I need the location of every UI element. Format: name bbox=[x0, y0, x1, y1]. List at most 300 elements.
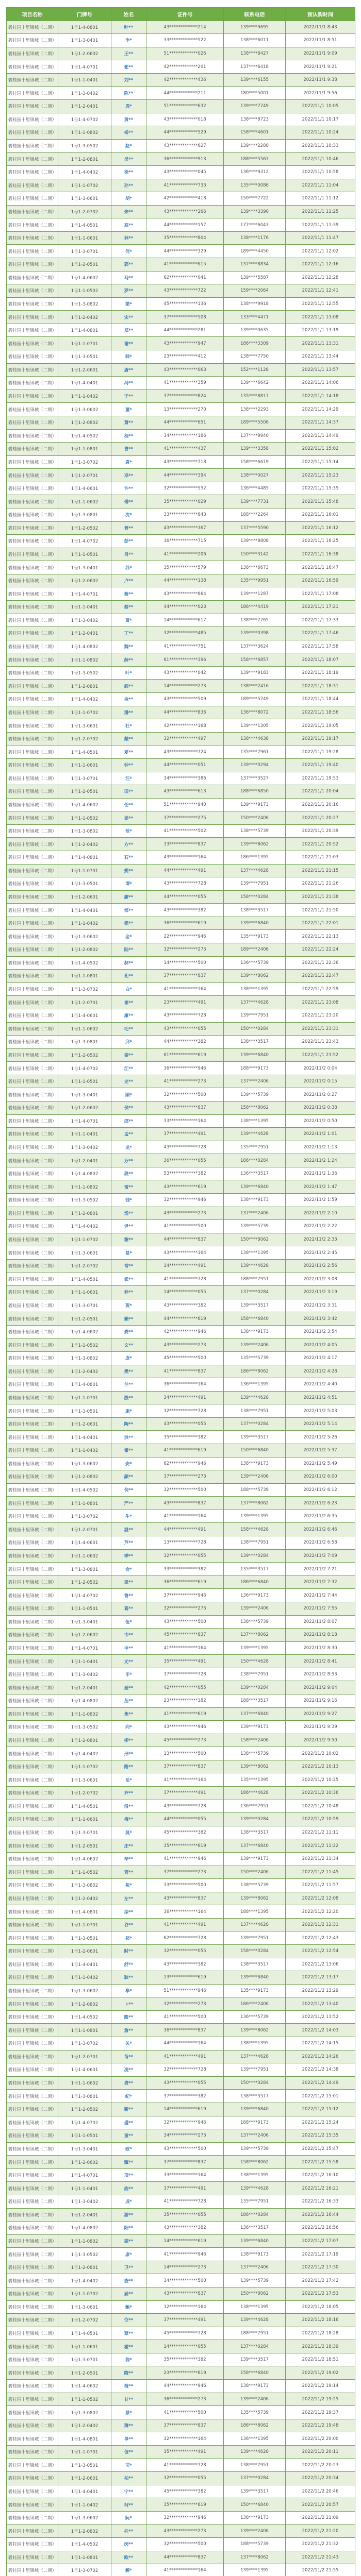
table-row[interactable] bbox=[7, 1036, 355, 1049]
cell-unit: 1号1-4-0801 bbox=[58, 324, 111, 337]
cell-id: 43*************728 bbox=[146, 1141, 224, 1155]
cell-id: 23*************491 bbox=[146, 996, 224, 1009]
table-row[interactable] bbox=[7, 917, 355, 930]
cell-project: 碧桂园十里锦城（二期） bbox=[7, 759, 58, 772]
cell-time: 2022/11/1 9:56 bbox=[286, 87, 355, 100]
table-row[interactable] bbox=[7, 272, 355, 285]
table-row[interactable] bbox=[7, 1167, 355, 1181]
cell-id: 14*************055 bbox=[146, 2340, 224, 2353]
cell-time: 2022/11/1 10:24 bbox=[286, 126, 355, 140]
table-row[interactable] bbox=[7, 179, 355, 193]
table-row[interactable] bbox=[7, 1154, 355, 1167]
table-row[interactable] bbox=[7, 2327, 355, 2341]
table-row[interactable] bbox=[7, 2182, 355, 2195]
table-row[interactable] bbox=[7, 2235, 355, 2248]
table-row[interactable] bbox=[7, 1589, 355, 1602]
cell-name: 孟** bbox=[111, 1128, 146, 1141]
table-row[interactable] bbox=[7, 1668, 355, 1682]
cell-phone: 137****8834 bbox=[224, 258, 286, 272]
cell-unit: 1号1-2-0802 bbox=[58, 416, 111, 430]
table-row[interactable] bbox=[7, 1246, 355, 1260]
table-row[interactable] bbox=[7, 1839, 355, 1853]
table-row[interactable] bbox=[7, 1497, 355, 1510]
table-row[interactable] bbox=[7, 1800, 355, 1814]
cell-id: 41*************728 bbox=[146, 2195, 224, 2209]
table-row[interactable] bbox=[7, 495, 355, 509]
table-row[interactable] bbox=[7, 1404, 355, 1418]
cell-time: 2022/11/2 1:47 bbox=[286, 1180, 355, 1194]
table-row[interactable] bbox=[7, 430, 355, 443]
table-row[interactable] bbox=[7, 482, 355, 496]
table-row[interactable] bbox=[7, 574, 355, 588]
table-row[interactable] bbox=[7, 2261, 355, 2275]
table-row[interactable] bbox=[7, 258, 355, 272]
table-row[interactable] bbox=[7, 2195, 355, 2209]
table-row[interactable] bbox=[7, 996, 355, 1009]
table-row[interactable] bbox=[7, 1220, 355, 1233]
table-row[interactable] bbox=[7, 1681, 355, 1694]
table-row[interactable] bbox=[7, 2314, 355, 2327]
table-row[interactable] bbox=[7, 390, 355, 403]
table-row[interactable] bbox=[7, 377, 355, 390]
cell-id: 44*************281 bbox=[146, 324, 224, 337]
table-row[interactable] bbox=[7, 785, 355, 799]
cell-time: 2022/11/1 13:44 bbox=[286, 350, 355, 364]
table-row[interactable] bbox=[7, 1629, 355, 1642]
table-row[interactable] bbox=[7, 2419, 355, 2433]
table-row[interactable] bbox=[7, 152, 355, 166]
table-row[interactable] bbox=[7, 2011, 355, 2024]
cell-name: 莫* bbox=[111, 1826, 146, 1840]
table-row[interactable] bbox=[7, 1931, 355, 1945]
table-row[interactable] bbox=[7, 2050, 355, 2064]
cell-time: 2022/11/1 12:55 bbox=[286, 298, 355, 311]
table-row[interactable] bbox=[7, 74, 355, 87]
table-row[interactable] bbox=[7, 1879, 355, 1892]
table-row[interactable] bbox=[7, 337, 355, 350]
cell-id: 35*************491 bbox=[146, 1655, 224, 1668]
cell-time: 2022/11/2 6:35 bbox=[286, 1510, 355, 1523]
table-row[interactable] bbox=[7, 587, 355, 601]
table-row[interactable] bbox=[7, 2551, 355, 2565]
header-project[interactable]: 项目名称 bbox=[7, 8, 58, 21]
cell-id: 36*************273 bbox=[146, 2393, 224, 2406]
table-row[interactable] bbox=[7, 1115, 355, 1128]
table-row[interactable] bbox=[7, 1444, 355, 1458]
table-row[interactable] bbox=[7, 811, 355, 825]
table-row[interactable] bbox=[7, 1655, 355, 1668]
cell-phone: 136****4485 bbox=[224, 482, 286, 496]
table-row[interactable] bbox=[7, 522, 355, 535]
table-row[interactable] bbox=[7, 245, 355, 258]
cell-time: 2022/11/1 15:35 bbox=[286, 482, 355, 496]
table-row[interactable] bbox=[7, 2472, 355, 2485]
table-row[interactable] bbox=[7, 2393, 355, 2406]
cell-unit: 1号1-1-0401 bbox=[58, 601, 111, 614]
cell-project: 碧桂园十里锦城（二期） bbox=[7, 456, 58, 469]
table-row[interactable] bbox=[7, 2340, 355, 2353]
table-row[interactable] bbox=[7, 745, 355, 759]
table-row[interactable] bbox=[7, 218, 355, 232]
table-row[interactable] bbox=[7, 1905, 355, 1919]
cell-name: 邹** bbox=[111, 904, 146, 917]
cell-unit: 1号1-4-0501 bbox=[58, 2327, 111, 2341]
table-row[interactable] bbox=[7, 1708, 355, 1721]
cell-unit: 1号1-4-0801 bbox=[58, 2432, 111, 2446]
table-row[interactable] bbox=[7, 1352, 355, 1365]
table-row[interactable] bbox=[7, 87, 355, 100]
table-row[interactable] bbox=[7, 1141, 355, 1155]
cell-unit: 1号1-4-0402 bbox=[58, 1220, 111, 1233]
table-row[interactable] bbox=[7, 825, 355, 838]
cell-id: 37*************491 bbox=[146, 1787, 224, 1800]
cell-id: 43*************273 bbox=[146, 1338, 224, 1352]
table-row[interactable] bbox=[7, 667, 355, 680]
cell-name: 翟** bbox=[111, 1444, 146, 1458]
cell-project: 碧桂园十里锦城（二期） bbox=[7, 1602, 58, 1616]
table-row[interactable] bbox=[7, 34, 355, 47]
cell-phone: 135****9951 bbox=[224, 574, 286, 588]
table-row[interactable] bbox=[7, 548, 355, 562]
table-row[interactable] bbox=[7, 1260, 355, 1273]
table-row[interactable] bbox=[7, 2287, 355, 2301]
table-row[interactable] bbox=[7, 943, 355, 957]
cell-id: 41*************164 bbox=[146, 1773, 224, 1787]
table-row[interactable] bbox=[7, 1787, 355, 1800]
table-row[interactable] bbox=[7, 1470, 355, 1484]
table-row[interactable] bbox=[7, 1378, 355, 1392]
cell-project: 碧桂园十里锦城（二期） bbox=[7, 469, 58, 482]
table-row[interactable] bbox=[7, 957, 355, 970]
table-row[interactable] bbox=[7, 1997, 355, 2011]
table-row[interactable] bbox=[7, 456, 355, 469]
table-row[interactable] bbox=[7, 2116, 355, 2130]
table-row[interactable] bbox=[7, 1945, 355, 1958]
table-row[interactable] bbox=[7, 2498, 355, 2512]
header-name[interactable]: 姓名 bbox=[111, 8, 146, 21]
table-row[interactable] bbox=[7, 2353, 355, 2367]
table-row[interactable] bbox=[7, 1365, 355, 1379]
cell-id: 35*************619 bbox=[146, 1839, 224, 1853]
table-row[interactable] bbox=[7, 2524, 355, 2538]
cell-name: 吴** bbox=[111, 152, 146, 166]
cell-time: 2022/11/2 20:23 bbox=[286, 2459, 355, 2472]
cell-project: 碧桂园十里锦城（二期） bbox=[7, 1919, 58, 1932]
cell-time: 2022/11/2 16:21 bbox=[286, 2182, 355, 2195]
table-row[interactable] bbox=[7, 2103, 355, 2116]
table-row[interactable] bbox=[7, 1299, 355, 1313]
table-row[interactable] bbox=[7, 1418, 355, 1431]
table-row[interactable] bbox=[7, 2169, 355, 2182]
cell-phone: 188****2264 bbox=[224, 509, 286, 522]
cell-unit: 1号1-4-0401 bbox=[58, 1431, 111, 1444]
table-row[interactable] bbox=[7, 1866, 355, 1879]
table-row[interactable] bbox=[7, 1523, 355, 1536]
table-row[interactable] bbox=[7, 1616, 355, 1629]
table-row[interactable] bbox=[7, 1023, 355, 1036]
table-row[interactable] bbox=[7, 799, 355, 812]
cell-project: 碧桂园十里锦城（二期） bbox=[7, 430, 58, 443]
table-row[interactable] bbox=[7, 891, 355, 904]
table-row[interactable] bbox=[7, 2301, 355, 2314]
cell-time: 2022/11/2 1:13 bbox=[286, 1141, 355, 1155]
cell-time: 2022/11/2 17:30 bbox=[286, 2261, 355, 2275]
table-row[interactable] bbox=[7, 1747, 355, 1760]
cell-id: 14*************491 bbox=[146, 1260, 224, 1273]
cell-phone: 150****7722 bbox=[224, 192, 286, 206]
table-row[interactable] bbox=[7, 693, 355, 706]
cell-name: 蔡** bbox=[111, 601, 146, 614]
table-row[interactable] bbox=[7, 284, 355, 298]
header-id[interactable]: 证件号 bbox=[146, 8, 224, 21]
table-row[interactable] bbox=[7, 2143, 355, 2156]
cell-unit: 1号1-2-0502 bbox=[58, 1576, 111, 1589]
table-row[interactable] bbox=[7, 311, 355, 324]
cell-name: 牟* bbox=[111, 1985, 146, 1998]
table-row[interactable] bbox=[7, 509, 355, 522]
cell-project: 碧桂园十里锦城（二期） bbox=[7, 2498, 58, 2512]
table-row[interactable] bbox=[7, 2024, 355, 2037]
cell-name: 丁** bbox=[111, 627, 146, 640]
cell-project: 碧桂园十里锦城（二期） bbox=[7, 1352, 58, 1365]
table-row[interactable] bbox=[7, 2406, 355, 2419]
cell-time: 2022/11/1 13:57 bbox=[286, 364, 355, 377]
table-row[interactable] bbox=[7, 851, 355, 865]
cell-project: 碧桂园十里锦城（二期） bbox=[7, 1905, 58, 1919]
table-row[interactable] bbox=[7, 1273, 355, 1286]
cell-project: 碧桂园十里锦城（二期） bbox=[7, 2261, 58, 2275]
header-phone[interactable]: 联系电话 bbox=[224, 8, 286, 21]
cell-phone: 150****0284 bbox=[224, 1023, 286, 1036]
cell-name: 乔** bbox=[111, 1286, 146, 1299]
cell-time: 2022/11/1 18:19 bbox=[286, 667, 355, 680]
table-row[interactable] bbox=[7, 2446, 355, 2459]
table-row[interactable] bbox=[7, 1892, 355, 1906]
table-row[interactable] bbox=[7, 1194, 355, 1207]
table-row[interactable] bbox=[7, 324, 355, 337]
cell-phone: 138****2293 bbox=[224, 403, 286, 416]
table-row[interactable] bbox=[7, 1971, 355, 1985]
table-row[interactable] bbox=[7, 904, 355, 917]
table-row[interactable] bbox=[7, 47, 355, 61]
table-row[interactable] bbox=[7, 192, 355, 206]
table-row[interactable] bbox=[7, 653, 355, 667]
table-row[interactable] bbox=[7, 1484, 355, 1497]
table-row[interactable] bbox=[7, 206, 355, 219]
table-row[interactable] bbox=[7, 1207, 355, 1221]
cell-unit: 1号1-2-0402 bbox=[58, 2419, 111, 2433]
cell-name: 曾** bbox=[111, 522, 146, 535]
table-row[interactable] bbox=[7, 838, 355, 851]
table-row[interactable] bbox=[7, 759, 355, 772]
table-row[interactable] bbox=[7, 298, 355, 311]
table-row[interactable] bbox=[7, 2459, 355, 2472]
cell-unit: 1号1-3-0802 bbox=[58, 1352, 111, 1365]
table-row[interactable] bbox=[7, 1233, 355, 1247]
cell-unit: 1号1-2-0802 bbox=[58, 1470, 111, 1484]
table-row[interactable] bbox=[7, 1602, 355, 1616]
table-row[interactable] bbox=[7, 1760, 355, 1774]
cell-time: 2022/11/2 10:02 bbox=[286, 1747, 355, 1760]
table-row[interactable] bbox=[7, 1312, 355, 1326]
table-row[interactable] bbox=[7, 1536, 355, 1550]
table-row[interactable] bbox=[7, 2538, 355, 2551]
table-row[interactable] bbox=[7, 2485, 355, 2499]
cell-id: 43*************946 bbox=[146, 1721, 224, 1734]
cell-name: 侯** bbox=[111, 1101, 146, 1115]
header-time[interactable]: 预认购时间 bbox=[286, 8, 355, 21]
table-row[interactable] bbox=[7, 1510, 355, 1523]
cell-id: 15*************491 bbox=[146, 2446, 224, 2459]
cell-phone: 158****6619 bbox=[224, 456, 286, 469]
table-row[interactable] bbox=[7, 1563, 355, 1576]
cell-unit: 1号1-2-0702 bbox=[58, 1260, 111, 1273]
table-row[interactable] bbox=[7, 2380, 355, 2393]
table-row[interactable] bbox=[7, 1101, 355, 1115]
table-row[interactable] bbox=[7, 614, 355, 628]
table-row[interactable] bbox=[7, 930, 355, 943]
cell-unit: 1号1-1-0402 bbox=[58, 1444, 111, 1458]
table-row[interactable] bbox=[7, 680, 355, 693]
table-row[interactable] bbox=[7, 2037, 355, 2050]
cell-project: 碧桂园十里锦城（二期） bbox=[7, 1128, 58, 1141]
table-row[interactable] bbox=[7, 364, 355, 377]
table-row[interactable] bbox=[7, 21, 355, 35]
table-row[interactable] bbox=[7, 166, 355, 179]
table-row[interactable] bbox=[7, 2222, 355, 2235]
table-row[interactable] bbox=[7, 1075, 355, 1089]
cell-id: 35*************382 bbox=[146, 1431, 224, 1444]
table-row[interactable] bbox=[7, 1128, 355, 1141]
table-row[interactable] bbox=[7, 1773, 355, 1787]
table-row[interactable] bbox=[7, 1853, 355, 1866]
cell-name: 曹** bbox=[111, 443, 146, 456]
cell-id: 43*************837 bbox=[146, 1101, 224, 1115]
table-row[interactable] bbox=[7, 719, 355, 733]
table-row[interactable] bbox=[7, 2156, 355, 2169]
cell-project: 碧桂园十里锦城（二期） bbox=[7, 2512, 58, 2525]
table-row[interactable] bbox=[7, 865, 355, 878]
table-row[interactable] bbox=[7, 2366, 355, 2380]
cell-name: 阮* bbox=[111, 2512, 146, 2525]
table-row[interactable] bbox=[7, 1694, 355, 1708]
table-row[interactable] bbox=[7, 1009, 355, 1023]
table-row[interactable] bbox=[7, 601, 355, 614]
table-row[interactable] bbox=[7, 1576, 355, 1589]
table-row[interactable] bbox=[7, 1813, 355, 1826]
table-row[interactable] bbox=[7, 1392, 355, 1405]
table-row[interactable] bbox=[7, 443, 355, 456]
cell-id: 32*************946 bbox=[146, 2512, 224, 2525]
table-row[interactable] bbox=[7, 983, 355, 996]
table-row[interactable] bbox=[7, 469, 355, 482]
cell-phone: 150****2406 bbox=[224, 1866, 286, 1879]
cell-project: 碧桂园十里锦城（二期） bbox=[7, 614, 58, 628]
table-row[interactable] bbox=[7, 2129, 355, 2143]
table-row[interactable] bbox=[7, 627, 355, 640]
table-row[interactable] bbox=[7, 1919, 355, 1932]
table-row[interactable] bbox=[7, 1550, 355, 1563]
table-row[interactable] bbox=[7, 1721, 355, 1734]
table-row[interactable] bbox=[7, 1062, 355, 1075]
cell-id: 45*************728 bbox=[146, 2327, 224, 2341]
table-row[interactable] bbox=[7, 1958, 355, 1972]
table-row[interactable] bbox=[7, 1458, 355, 1471]
table-row[interactable] bbox=[7, 2077, 355, 2090]
cell-unit: 1号1-1-0702 bbox=[58, 1760, 111, 1774]
cell-phone: 138****4638 bbox=[224, 733, 286, 746]
table-row[interactable] bbox=[7, 1049, 355, 1062]
table-row[interactable] bbox=[7, 2063, 355, 2077]
table-row[interactable] bbox=[7, 2432, 355, 2446]
table-row[interactable] bbox=[7, 561, 355, 574]
cell-unit: 1号1-3-0401 bbox=[58, 1616, 111, 1629]
table-row[interactable] bbox=[7, 100, 355, 113]
cell-project: 碧桂园十里锦城（二期） bbox=[7, 1299, 58, 1313]
table-row[interactable] bbox=[7, 1431, 355, 1444]
table-row[interactable] bbox=[7, 2248, 355, 2261]
table-row[interactable] bbox=[7, 877, 355, 891]
table-row[interactable] bbox=[7, 2274, 355, 2287]
table-row[interactable] bbox=[7, 1326, 355, 1339]
table-row[interactable] bbox=[7, 1826, 355, 1840]
table-row[interactable] bbox=[7, 403, 355, 416]
table-row[interactable] bbox=[7, 772, 355, 786]
table-row[interactable] bbox=[7, 232, 355, 245]
table-row[interactable] bbox=[7, 1642, 355, 1655]
cell-name: 文** bbox=[111, 1338, 146, 1352]
cell-unit: 1号1-4-0602 bbox=[58, 2380, 111, 2393]
table-row[interactable] bbox=[7, 1286, 355, 1299]
table-row[interactable] bbox=[7, 126, 355, 140]
cell-project: 碧桂园十里锦城（二期） bbox=[7, 2393, 58, 2406]
table-row[interactable] bbox=[7, 1180, 355, 1194]
table-row[interactable] bbox=[7, 970, 355, 983]
cell-project: 碧桂园十里锦城（二期） bbox=[7, 1101, 58, 1115]
table-row[interactable] bbox=[7, 350, 355, 364]
table-row[interactable] bbox=[7, 2564, 355, 2576]
table-row[interactable] bbox=[7, 640, 355, 654]
cell-unit: 1号1-3-0501 bbox=[58, 1404, 111, 1418]
header-unit[interactable]: 门牌号 bbox=[58, 8, 111, 21]
cell-phone: 158****8062 bbox=[224, 1101, 286, 1115]
table-row[interactable] bbox=[7, 113, 355, 127]
table-row[interactable] bbox=[7, 416, 355, 430]
table-row[interactable] bbox=[7, 2512, 355, 2525]
table-row[interactable] bbox=[7, 1734, 355, 1748]
cell-id: 44*************946 bbox=[146, 2380, 224, 2393]
cell-id: 42*************436 bbox=[146, 74, 224, 87]
table-row[interactable] bbox=[7, 60, 355, 74]
table-row[interactable] bbox=[7, 1338, 355, 1352]
table-row[interactable] bbox=[7, 535, 355, 548]
cell-unit: 1号1-2-0601 bbox=[58, 1945, 111, 1958]
table-row[interactable] bbox=[7, 140, 355, 153]
cell-phone: 139****1395 bbox=[224, 2564, 286, 2576]
cell-phone: 138****6673 bbox=[224, 561, 286, 574]
cell-phone: 139****4628 bbox=[224, 2446, 286, 2459]
table-row[interactable] bbox=[7, 2090, 355, 2103]
table-row[interactable] bbox=[7, 1088, 355, 1101]
table-row[interactable] bbox=[7, 733, 355, 746]
cell-phone: 139****1395 bbox=[224, 1510, 286, 1523]
cell-id: 23*************412 bbox=[146, 350, 224, 364]
cell-id: 13*************728 bbox=[146, 1536, 224, 1550]
table-row[interactable] bbox=[7, 2209, 355, 2222]
table-row[interactable] bbox=[7, 706, 355, 720]
cell-phone: 136****7951 bbox=[224, 1800, 286, 1814]
table-row[interactable] bbox=[7, 1985, 355, 1998]
